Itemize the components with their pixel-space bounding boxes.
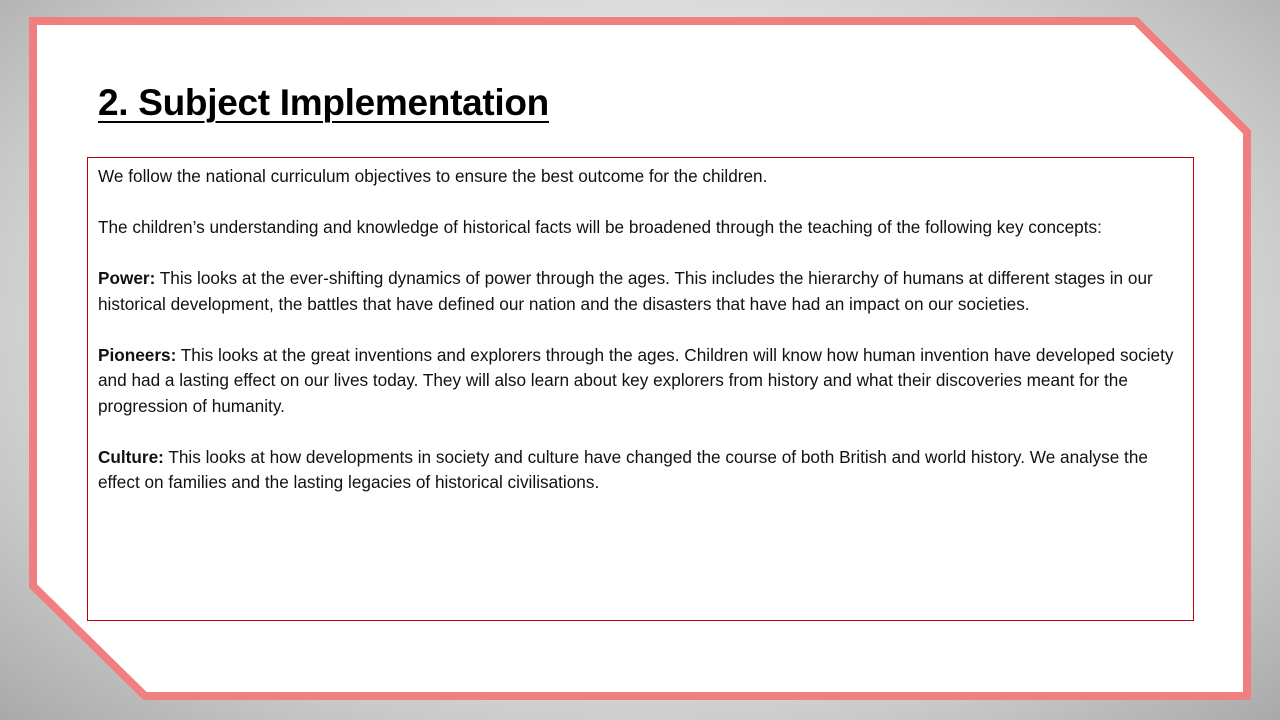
paragraph-intro [98, 164, 1183, 190]
culture-text: This looks at how developments in society and culture have changed the course of both British and world history. We analyse the effect on families and the lasting legacies of historical civilisations. [98, 446, 1148, 492]
pioneers-label: Pioneers: [98, 344, 177, 365]
paragraph-intro-text: We follow the national curriculum objectives to ensure the best outcome for the children. [98, 166, 768, 186]
content-box [87, 157, 1194, 621]
paragraph-key-concepts [98, 215, 1183, 241]
culture-label: Culture: [98, 446, 164, 467]
pioneers-text: This looks at the great inventions and explorers through the ages. Children will know how human invention have developed society and had a lasting effect on our lives today. They will also learn about key explorers from history and what their discoveries meant for the progression of humanity. [98, 344, 1174, 416]
paragraph-power [98, 266, 1183, 317]
paragraph-culture [98, 445, 1183, 496]
slide-title: 2. Subject Implementation [98, 82, 549, 123]
paragraph-pioneers [98, 343, 1183, 420]
paragraph-key-concepts-text: The children’s understanding and knowledge of historical facts will be broadened through the teaching of the following key concepts: [98, 217, 1102, 237]
power-label: Power: [98, 268, 156, 288]
power-text: This looks at the ever-shifting dynamics of power through the ages. This includes the hierarchy of humans at different stages in our historical development, the battles that have defined our nation and the disasters that have had an impact on our societies. [98, 268, 1153, 314]
